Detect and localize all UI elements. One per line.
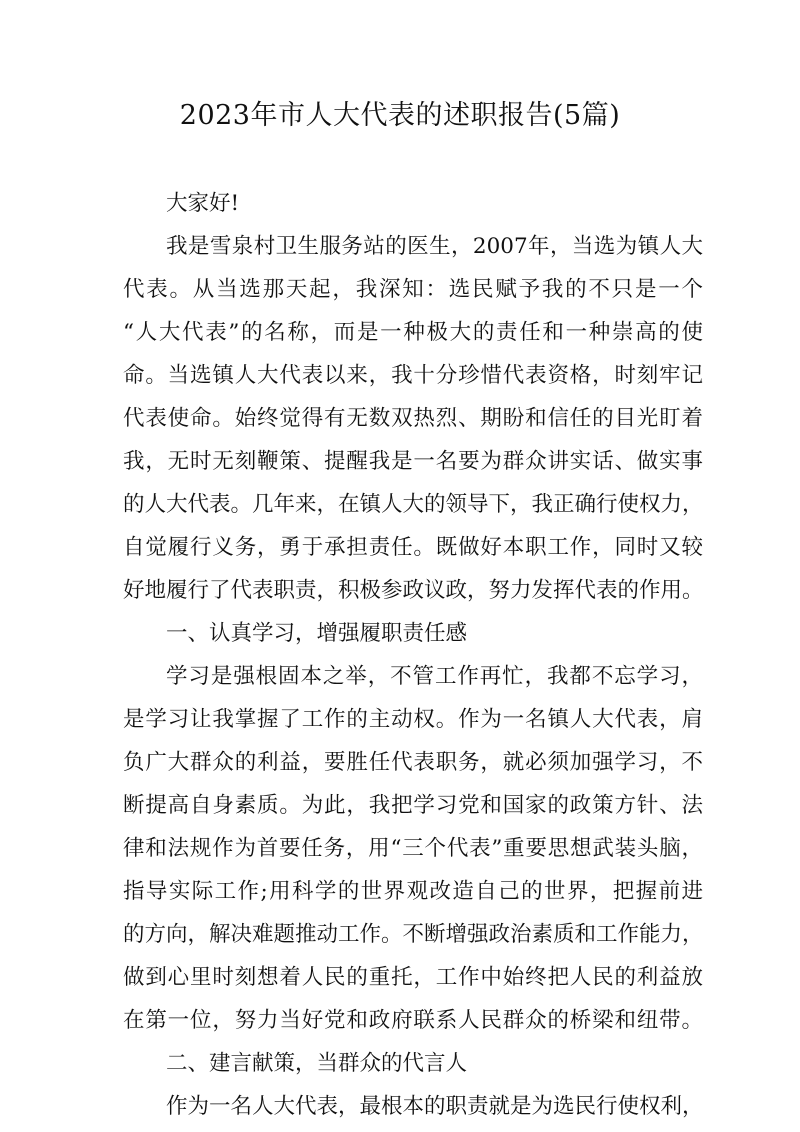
paragraph-line: 自觉履行义务，勇于承担责任。既做好本职工作，同时又较	[123, 535, 703, 560]
paragraph-line: 的人大代表。几年来，在镇人大的领导下，我正确行使权力，	[123, 492, 704, 517]
paragraph-line: 学习是强根固本之举，不管工作再忙，我都不忘学习，	[166, 664, 703, 689]
paragraph-line: 作为一名人大代表，最根本的职责就是为选民行使权利，	[166, 1094, 704, 1119]
paragraph-line: 做到心里时刻想着人民的重托，工作中始终把人民的利益放	[123, 965, 703, 990]
paragraph-line: 代表。从当选那天起，我深知：选民赋予我的不只是一个	[123, 277, 703, 302]
paragraph-line: “人大代表”的名称，而是一种极大的责任和一种崇高的使	[123, 320, 703, 345]
document-title: 2023年市人大代表的述职报告(5篇)	[179, 100, 621, 131]
section-heading: 二、建言献策，当群众的代言人	[166, 1051, 468, 1076]
paragraph-line: 断提高自身素质。为此，我把学习党和国家的政策方针、法	[123, 793, 703, 818]
paragraph-line: 在第一位，努力当好党和政府联系人民群众的桥梁和纽带。	[123, 1008, 703, 1033]
paragraph-line: 是学习让我掌握了工作的主动权。作为一名镇人大代表，肩	[123, 707, 703, 732]
paragraph-line: 律和法规作为首要任务，用“三个代表”重要思想武装头脑，	[123, 836, 703, 861]
paragraph-line: 的方向，解决难题推动工作。不断增强政治素质和工作能力，	[123, 922, 704, 947]
paragraph-line: 负广大群众的利益，要胜任代表职务，就必须加强学习，不	[123, 750, 703, 775]
paragraph-line: 指导实际工作;用科学的世界观改造自己的世界，把握前进	[123, 879, 703, 904]
paragraph-line: 代表使命。始终觉得有无数双热烈、期盼和信任的目光盯着	[123, 406, 703, 431]
paragraph-line: 我，无时无刻鞭策、提醒我是一名要为群众讲实话、做实事	[123, 449, 703, 474]
paragraph-line: 命。当选镇人大代表以来，我十分珍惜代表资格，时刻牢记	[123, 363, 703, 388]
section-heading: 一、认真学习，增强履职责任感	[166, 621, 468, 646]
paragraph-line: 我是雪泉村卫生服务站的医生，2007年，当选为镇人大	[166, 234, 703, 259]
greeting: 大家好!	[166, 191, 240, 216]
paragraph-line: 好地履行了代表职责，积极参政议政，努力发挥代表的作用。	[123, 578, 704, 603]
